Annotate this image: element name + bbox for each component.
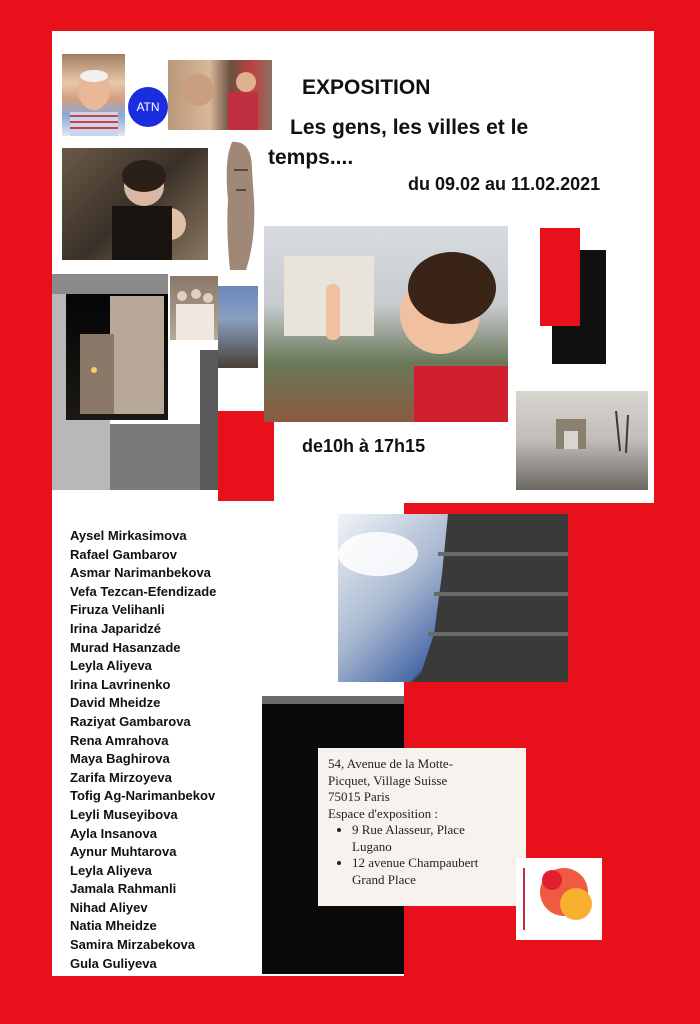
address-line-3: 75015 Paris: [328, 789, 390, 804]
maiden-tower-photo: [66, 294, 168, 420]
venue-line: Lugano: [352, 838, 392, 854]
artist-name: Ayla Insanova: [70, 825, 157, 841]
address-card: [318, 748, 526, 906]
paint-splash-icon: [516, 858, 602, 940]
venue-item: [352, 822, 516, 855]
artist-name: Murad Hasanzade: [70, 639, 181, 655]
artist-name: Raziyat Gambarova: [70, 713, 191, 729]
artist-name: Leyla Aliyeva: [70, 862, 152, 878]
child-window-photo: [264, 226, 508, 422]
artist-name: Rafael Gambarov: [70, 546, 177, 562]
artist-name: Irina Lavrinenko: [70, 676, 171, 692]
artist-name: Maya Baghirova: [70, 751, 170, 767]
city-photo-small: [218, 286, 258, 368]
title-line-2: temps....: [268, 146, 354, 169]
artist-name: Gula Guliyeva: [70, 955, 157, 971]
gray-block-2: [110, 424, 200, 490]
artist-name: Samira Mirzabekova: [70, 937, 196, 953]
artist-painting-photo: [168, 60, 272, 130]
portrait-photo: [62, 54, 125, 136]
arc-de-triomphe-photo: [516, 391, 648, 490]
artist-name: Irina Japaridzé: [70, 620, 162, 636]
artists-list: [70, 527, 270, 973]
gallery-logo: [516, 858, 602, 940]
red-square: [218, 411, 274, 501]
atn-logo-text: ATN: [136, 100, 160, 114]
family-photo: [170, 276, 218, 340]
mother-child-photo: [62, 148, 208, 260]
artist-name: Rena Amrahova: [70, 732, 169, 748]
artist-name: Vefa Tezcan-Efendizade: [70, 583, 217, 599]
heading: EXPOSITION: [302, 76, 431, 99]
gray-block-3: [200, 350, 218, 490]
artist-name: Natia Mheidze: [70, 918, 157, 934]
venue-line: 12 avenue Champaubert: [352, 855, 479, 870]
exhibition-space-label: Espace d'exposition :: [328, 805, 438, 821]
atn-logo: [128, 87, 168, 127]
artist-name: Nihad Aliyev: [70, 899, 148, 915]
venue-item: [352, 855, 516, 888]
title-line-1: Les gens, les villes et le: [290, 116, 529, 139]
address-line-1: 54, Avenue de la Motte-: [328, 756, 454, 771]
red-rect: [540, 228, 580, 326]
address-line-2: Picquet, Village Suisse: [328, 772, 448, 788]
artist-name: Aysel Mirkasimova: [70, 528, 187, 543]
hours: de10h à 17h15: [302, 436, 426, 456]
artist-name: Firuza Velihanli: [70, 602, 165, 618]
sculpture-photo: [222, 140, 258, 272]
venue-list: [328, 822, 516, 888]
artist-name: Jamala Rahmanli: [70, 881, 177, 897]
building-photo: [338, 514, 568, 682]
gray-block-4: [52, 274, 168, 294]
artist-name: Tofig Ag-Narimanbekov: [70, 788, 216, 804]
artist-name: Leyla Aliyeva: [70, 658, 152, 674]
dates: du 09.02 au 11.02.2021: [408, 174, 601, 194]
artist-name: David Mheidze: [70, 695, 161, 711]
venue-line: 9 Rue Alasseur, Place: [352, 822, 465, 837]
artist-name: Leyli Museyibova: [70, 806, 178, 822]
black-block-edge: [262, 696, 404, 704]
venue-line: Grand Place: [352, 871, 416, 887]
artist-name: Aynur Muhtarova: [70, 844, 177, 860]
artist-name: Asmar Narimanbekova: [70, 565, 211, 581]
artist-name: Zarifa Mirzoyeva: [70, 769, 172, 785]
